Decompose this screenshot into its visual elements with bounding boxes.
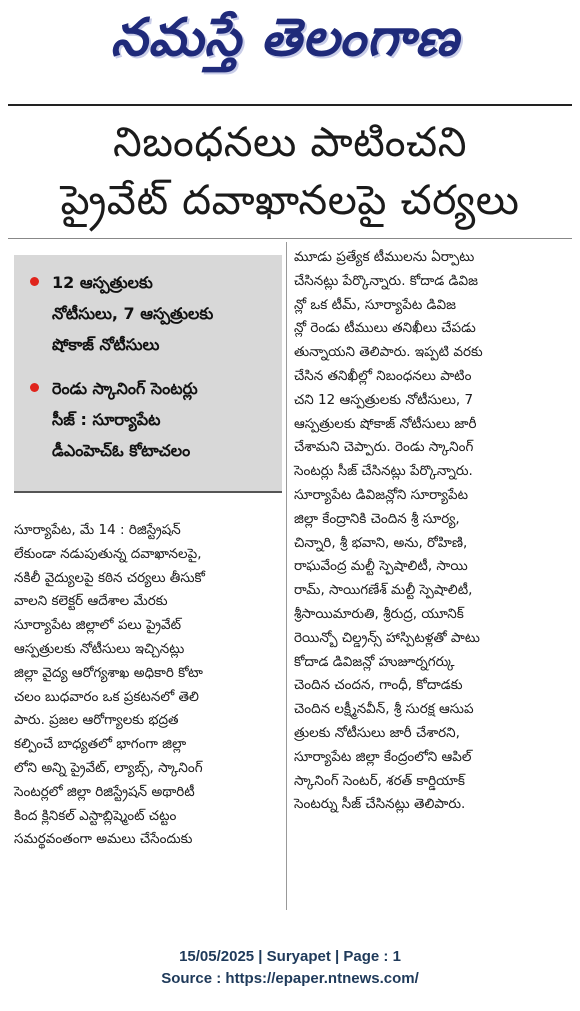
article-line: కోదాడ డివిజన్లో హుజూర్నగర్కు <box>294 653 455 670</box>
highlight-line: 12 ఆస్పత్రులకు <box>52 273 153 292</box>
article-line: చేసినట్లు పేర్కొన్నారు. కోదాడ డివిజ <box>294 272 478 289</box>
article-line: చిన్నారి, శ్రీ భవాని, అను, రోహిణి, <box>294 534 468 551</box>
article-line: త్రులకు నోటీసులు జారీ చేశారని, <box>294 724 460 741</box>
newspaper-masthead: నమస్తే తెలంగాణ <box>110 7 460 68</box>
article-line: న్లో ఒక టీమ్, సూర్యాపేట డివిజ <box>294 296 457 313</box>
article-line: సెంటర్లు సీజ్ చేసినట్లు పేర్కొన్నారు. <box>294 463 473 480</box>
highlight-line: రెండు స్కానింగ్ సెంటర్లు <box>52 379 198 398</box>
article-line: సెంటర్ను సీజ్ చేసినట్లు తెలిపారు. <box>294 796 466 813</box>
highlight-line: సీజ్ : సూర్యాపేట <box>52 410 161 429</box>
footer-date-edition: 15/05/2025 | Suryapet | Page : 1 <box>179 948 401 965</box>
bullet-icon <box>30 383 39 392</box>
headline-line-2: ప్రైవేట్ దవాఖానలపై చర్యలు <box>60 176 520 224</box>
article-line: జిల్లా వైద్య ఆరోగ్యశాఖ అధికారి కోటా <box>14 664 203 681</box>
article-line: వాలని కలెక్టర్ ఆదేశాల మేరకు <box>14 593 168 610</box>
bullet-icon <box>30 277 39 286</box>
article-line: శ్రీసాయిమారుతి, శ్రీరుద్ర, యూనిక్ <box>294 605 464 622</box>
article-line: స్కానింగ్ సెంటర్, శరత్ కార్డియాక్ <box>294 772 465 789</box>
column-divider <box>286 242 287 910</box>
article-line: చేశామని చెప్పారు. రెండు స్కానింగ్ <box>294 439 474 456</box>
article-right-column <box>294 246 570 817</box>
article-line: రామ్, సాయిగణేశ్ మల్టీ స్పెషాలిటీ, <box>294 582 473 599</box>
highlights-box <box>14 255 282 493</box>
article-line: సూర్యాపేట, మే 14 : రిజిస్ట్రేషన్ <box>14 522 181 538</box>
headline-line-1: నిబంధనలు పాటించని <box>113 118 467 166</box>
article-line: చేసిన తనిఖీల్లో నిబంధనలు పాటిం <box>294 367 472 384</box>
article-line: కింద క్లినికల్ ఎస్టాబ్లిష్మెంట్ చట్టం <box>14 807 177 824</box>
highlight-line: నోటీసులు, 7 ఆస్పత్రులకు <box>52 304 214 323</box>
article-line: చని 12 ఆస్పత్రులకు నోటీసులు, 7 <box>294 391 474 408</box>
article-line: లేకుండా నడుపుతున్న దవాఖానలపై, <box>14 545 202 562</box>
article-line: కల్పించే బాధ్యతలో భాగంగా జిల్లా <box>14 736 187 753</box>
article-line: పారు. ప్రజల ఆరోగ్యాలకు భద్రత <box>14 712 179 729</box>
article-line: సమర్థవంతంగా అమలు చేసేందుకు <box>14 831 193 848</box>
article-line: తున్నాయని తెలిపారు. ఇప్పటి వరకు <box>294 344 483 361</box>
article-line: సూర్యాపేట డివిజన్లోని సూర్యాపేట <box>294 486 468 503</box>
footer-source-link[interactable]: Source : https://epaper.ntnews.com/ <box>161 970 419 987</box>
article-line: రెయిన్బో చిల్డ్రన్స్ హాస్పిటళ్లతో పాటు <box>294 629 480 646</box>
headline-top-rule <box>8 104 572 106</box>
article-line: సూర్యాపేట జిల్లా కేంద్రంలోని ఆపిల్ <box>294 748 472 765</box>
article-line: చెందిన లక్ష్మీనవీన్, శ్రీ సురక్ష ఆసుప <box>294 701 474 718</box>
article-line: చలం బుధవారం ఒక ప్రకటనలో తెలి <box>14 688 199 705</box>
article-line: ఆస్పత్రులకు నోటీసులు ఇచ్చినట్లు <box>14 640 185 657</box>
article-line: లోని అన్ని ప్రైవేట్, ల్యాబ్స్, స్కానింగ్ <box>14 759 203 776</box>
headline-bottom-rule <box>8 238 572 239</box>
article-line: న్లో రెండు టీములు తనిఖీలు చేపడు <box>294 320 476 337</box>
article-left-column <box>14 519 282 852</box>
article-line: నకిలీ వైద్యులపై కఠిన చర్యలు తీసుకో <box>14 569 205 586</box>
highlight-item <box>30 267 280 360</box>
article-line: చెందిన చందన, గాంధీ, కోదాడకు <box>294 677 463 694</box>
article-line: ఆస్పత్రులకు షోకాజ్ నోటీసులు జారీ <box>294 415 477 432</box>
highlight-line: డీఎంహెచ్ఓ కోటాచలం <box>52 441 191 460</box>
article-line: సెంటర్లలో జిల్లా రిజిస్ట్రేషన్ అథారిటీ <box>14 783 195 800</box>
article-line: సూర్యాపేట జిల్లాలో పలు ప్రైవేట్ <box>14 617 182 634</box>
article-line: రాఘవేంద్ర మల్టీ స్పెషాలిటీ, సాయి <box>294 558 468 575</box>
highlight-item <box>30 373 280 466</box>
highlight-line: షోకాజ్ నోటీసులు <box>52 335 160 354</box>
article-line: మూడు ప్రత్యేక టీములను ఏర్పాటు <box>294 249 475 265</box>
article-line: జిల్లా కేంద్రానికి చెందిన శ్రీ సూర్య, <box>294 510 460 527</box>
